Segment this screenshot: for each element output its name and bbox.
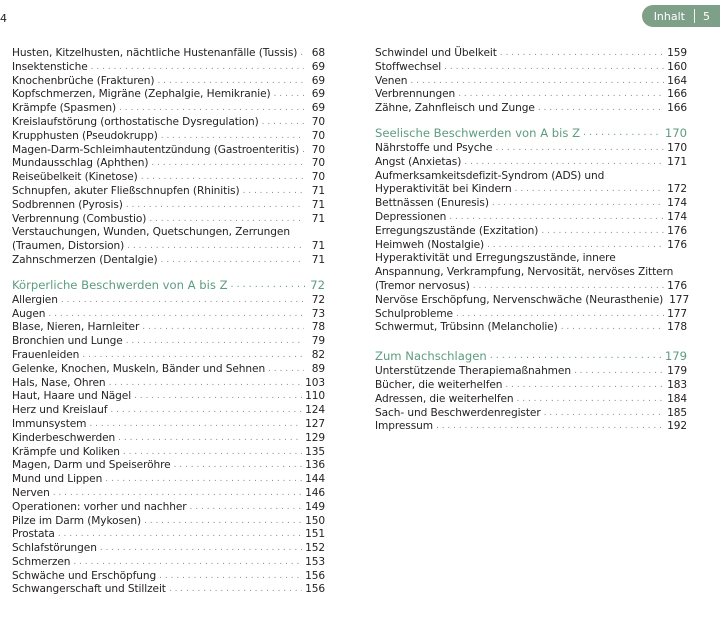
- section-page-number: 72: [310, 277, 325, 292]
- toc-entry-text: Zahnschmerzen (Dentalgie): [12, 253, 158, 266]
- dot-leader: [58, 528, 302, 542]
- section-heading-seelische-beschwerden[interactable]: [375, 126, 687, 140]
- dot-leader: [410, 75, 664, 89]
- toc-entry[interactable]: [12, 102, 325, 116]
- toc-entry-text: Schmerzen: [12, 555, 71, 568]
- dot-leader: [126, 199, 304, 213]
- toc-entry[interactable]: [12, 583, 325, 597]
- dot-leader: [268, 363, 304, 377]
- toc-page-number: 70: [311, 129, 325, 142]
- toc-entry-line: Aufmerksamkeitsdefizit-Syndrom (ADS) und: [375, 169, 605, 182]
- toc-page-number: 152: [305, 542, 325, 555]
- toc-entry-text: Krupphusten (Pseudokrupp): [12, 129, 158, 142]
- dot-leader: [574, 365, 664, 379]
- dot-leader: [142, 321, 304, 335]
- toc-page-number: 156: [305, 583, 325, 596]
- toc-page-number: 124: [305, 404, 325, 417]
- toc-page-number: 78: [311, 321, 325, 334]
- dot-leader: [89, 418, 302, 432]
- toc-entry-text: Husten, Kitzelhusten, nächtliche Hustenanfälle (Tussis): [12, 47, 298, 59]
- toc-page-number: 144: [305, 473, 325, 486]
- toc-page-number: 68: [311, 47, 325, 59]
- toc-entry[interactable]: [12, 185, 325, 199]
- toc-page-number: 136: [305, 459, 325, 472]
- dot-leader: [82, 349, 304, 363]
- toc-entry-text: Adressen, die weiterhelfen: [375, 392, 514, 405]
- dot-leader: [444, 61, 664, 75]
- dot-leader: [127, 240, 304, 254]
- dot-leader: [105, 473, 302, 487]
- toc-entry-text: Krämpfe (Spasmen): [12, 102, 117, 115]
- dot-leader: [73, 556, 302, 570]
- toc-entry[interactable]: [375, 293, 690, 308]
- dot-leader: [118, 432, 302, 446]
- toc-entry[interactable]: [12, 390, 325, 404]
- dot-leader: [300, 47, 304, 61]
- toc-entry-text: Angst (Anxietas): [375, 155, 462, 168]
- toc-page-number: 79: [311, 335, 325, 348]
- toc-entry-text: Augen: [12, 307, 46, 320]
- toc-entry[interactable]: [12, 487, 325, 501]
- section-heading-zum-nachschlagen[interactable]: [375, 349, 687, 363]
- toc-page-number: 70: [311, 115, 325, 128]
- toc-page-number: 183: [667, 378, 687, 391]
- toc-entry-verstauchungen[interactable]: [12, 226, 325, 254]
- dot-leader: [515, 183, 664, 197]
- toc-page-number: 69: [311, 88, 325, 101]
- toc-entry[interactable]: [375, 61, 687, 75]
- toc-entry[interactable]: [375, 420, 687, 434]
- toc-page-number: 160: [667, 60, 687, 73]
- dot-leader: [141, 171, 304, 185]
- toc-entry-text: Schwäche und Erschöpfung: [12, 569, 157, 582]
- toc-entry-text: Schwermut, Trübsinn (Melancholie): [375, 321, 558, 334]
- toc-entry-text: Haut, Haare und Nägel: [12, 390, 132, 403]
- toc-entry-text: Schwindel und Übelkeit: [375, 47, 497, 59]
- toc-entry-line: Verstauchungen, Wunden, Quetschungen, Zerrungen: [12, 226, 290, 239]
- toc-entry-text: Nährstoffe und Psyche: [375, 141, 493, 154]
- toc-page-number: 73: [311, 307, 325, 320]
- toc-entry-text: Reiseübelkeit (Kinetose): [12, 171, 138, 184]
- dot-leader: [492, 197, 664, 211]
- toc-page-number: 151: [305, 528, 325, 541]
- toc-entry-text: Blase, Nieren, Harnleiter: [12, 321, 140, 334]
- toc-entry-text: Operationen: vorher und nachher: [12, 500, 187, 513]
- toc-entry[interactable]: [375, 102, 687, 116]
- dot-leader: [464, 156, 664, 170]
- toc-entry-text: Impressum: [375, 420, 433, 433]
- toc-entry-text: Herz und Kreislauf: [12, 404, 108, 417]
- toc-entry-text: Verbrennungen: [375, 88, 456, 101]
- toc-entry[interactable]: [375, 142, 687, 156]
- dot-leader: [48, 308, 304, 322]
- toc-page-number: 71: [311, 198, 325, 211]
- toc-entry-zahnschmerzen[interactable]: [12, 254, 325, 268]
- toc-entry-text: Sach- und Beschwerdenregister: [375, 406, 541, 419]
- dot-leader: [449, 211, 664, 225]
- toc-entry[interactable]: [12, 75, 325, 89]
- toc-page-number: 69: [311, 60, 325, 73]
- toc-page-number: 72: [311, 293, 325, 306]
- toc-entry-text: Knochenbrüche (Frakturen): [12, 74, 155, 87]
- toc-page-number: 179: [667, 365, 687, 378]
- toc-entry[interactable]: [12, 570, 325, 584]
- toc-entry[interactable]: [12, 47, 325, 61]
- toc-entry-ads[interactable]: [375, 170, 687, 198]
- dot-leader: [109, 377, 303, 391]
- dot-leader: [119, 102, 304, 116]
- toc-page-number: 71: [311, 253, 325, 266]
- toc-entry-text: Kopfschmerzen, Migräne (Zephalgie, Hemikranie): [12, 88, 271, 101]
- dot-leader: [159, 570, 302, 584]
- toc-page-number: 150: [305, 514, 325, 527]
- toc-entry-text: Schlafstörungen: [12, 542, 97, 555]
- toc-page-number: 135: [305, 445, 325, 458]
- toc-page-number: 177: [669, 293, 690, 306]
- dot-leader: [517, 393, 665, 407]
- toc-page-number: 110: [305, 390, 325, 403]
- toc-entry-text: Magen-Darm-Schleimhautentzündung (Gastroenteritis): [12, 143, 300, 156]
- dot-leader: [53, 487, 302, 501]
- section-page-number: 170: [664, 125, 687, 140]
- toc-entry-text: Unterstützende Therapiemaßnahmen: [375, 365, 571, 378]
- dot-leader: [473, 280, 664, 294]
- dot-leader: [110, 404, 302, 418]
- toc-entry-line: Hyperaktivität und Erregungszustände, innere: [375, 252, 616, 265]
- section-title: Seelische Beschwerden von A bis Z: [375, 125, 581, 140]
- toc-entry[interactable]: [12, 116, 325, 130]
- toc-page-number: 185: [667, 406, 687, 419]
- dot-leader: [169, 583, 302, 597]
- dot-leader: [456, 308, 664, 322]
- toc-entry[interactable]: [375, 321, 687, 335]
- toc-entry[interactable]: [375, 365, 687, 379]
- toc-page-number: 70: [311, 143, 325, 156]
- toc-page-number: 69: [311, 74, 325, 87]
- dot-leader: [302, 144, 304, 158]
- toc-entry[interactable]: [375, 47, 687, 61]
- toc-page-number: 192: [667, 420, 687, 433]
- toc-page-number: 127: [305, 417, 325, 430]
- toc-left-column: [12, 47, 325, 597]
- toc-page-number: 170: [667, 141, 687, 154]
- toc-entry[interactable]: [375, 75, 687, 89]
- dot-leader: [458, 88, 664, 102]
- toc-entry-text: Bücher, die weiterhelfen: [375, 378, 503, 391]
- toc-entry-text: Stoffwechsel: [375, 60, 442, 73]
- toc-entry-text: Heimweh (Nostalgie): [375, 238, 485, 251]
- toc-entry[interactable]: [375, 407, 687, 421]
- section-title: Körperliche Beschwerden von A bis Z: [12, 277, 228, 292]
- toc-page-number: 172: [667, 183, 687, 196]
- toc-entry-text: Nerven: [12, 486, 50, 499]
- toc-entry-text: Mundausschlag (Aphthen): [12, 157, 149, 170]
- toc-page-number: 70: [311, 157, 325, 170]
- dot-leader: [561, 321, 664, 335]
- dot-leader: [544, 407, 665, 421]
- dot-leader: [126, 335, 304, 349]
- toc-entry-text: Bettnässen (Enuresis): [375, 197, 489, 210]
- toc-entry[interactable]: [12, 213, 325, 227]
- toc-page-number: 174: [667, 197, 687, 210]
- dot-leader: [436, 420, 664, 434]
- toc-entry[interactable]: [12, 130, 325, 144]
- toc-entry-text: Verbrennung (Combustio): [12, 212, 147, 225]
- toc-entry[interactable]: [12, 556, 325, 570]
- dot-leader: [157, 75, 304, 89]
- dot-leader: [495, 142, 664, 156]
- toc-entry[interactable]: [12, 61, 325, 75]
- dot-leader: [500, 47, 664, 61]
- toc-page-number: 184: [667, 392, 687, 405]
- toc-entry-text: Schulprobleme: [375, 307, 453, 320]
- toc-page-number: 171: [667, 155, 687, 168]
- toc-page-number: 174: [667, 210, 687, 223]
- toc-page-number: 129: [305, 431, 325, 444]
- section-heading-koerperliche-beschwerden[interactable]: [12, 278, 325, 292]
- dot-leader: [243, 185, 305, 199]
- toc-entry[interactable]: [12, 335, 325, 349]
- dot-leader: [100, 542, 302, 556]
- toc-entry[interactable]: [12, 157, 325, 171]
- toc-page-number: 82: [311, 348, 325, 361]
- dot-leader: [123, 446, 302, 460]
- toc-entry-text: Schwangerschaft und Stillzeit: [12, 583, 166, 596]
- toc-entry-text: Venen: [375, 74, 408, 87]
- toc-entry-text: Kinderbeschwerden: [12, 431, 116, 444]
- toc-entry[interactable]: [375, 239, 687, 253]
- toc-entry[interactable]: [12, 349, 325, 363]
- toc-entry-text: Sodbrennen (Pyrosis): [12, 198, 123, 211]
- dot-leader: [149, 213, 304, 227]
- dot-leader: [190, 501, 303, 515]
- toc-page-number: 166: [667, 102, 687, 115]
- toc-page-number: 153: [305, 555, 325, 568]
- toc-entry-text: Magen, Darm und Speiseröhre: [12, 459, 171, 472]
- toc-entry[interactable]: [12, 308, 325, 322]
- dot-leader: [161, 130, 304, 144]
- toc-entry[interactable]: [375, 156, 687, 170]
- toc-page-number: 71: [311, 240, 325, 253]
- dot-leader: [151, 157, 304, 171]
- toc-entry[interactable]: [12, 473, 325, 487]
- toc-entry-line: (Traumen, Distorsion): [12, 240, 125, 253]
- dot-leader: [274, 88, 304, 102]
- toc-page-number: 103: [305, 376, 325, 389]
- dot-leader: [262, 116, 304, 130]
- toc-entry-text: Insektenstiche: [12, 60, 88, 73]
- toc-page-number: 176: [667, 279, 687, 292]
- toc-entry-line: Anspannung, Verkrampfung, Nervosität, nervöses Zittern: [375, 266, 674, 279]
- toc-page-number: 176: [667, 224, 687, 237]
- dot-leader: [541, 225, 664, 239]
- toc-entry[interactable]: [12, 171, 325, 185]
- toc-entry-text: Pilze im Darm (Mykosen): [12, 514, 141, 527]
- toc-page-number: 156: [305, 569, 325, 582]
- section-page-number: 179: [664, 349, 687, 364]
- toc-page-number: 149: [305, 500, 325, 513]
- toc-entry-text: Mund und Lippen: [12, 473, 103, 486]
- toc-entry[interactable]: [12, 432, 325, 446]
- toc-entry[interactable]: [375, 393, 687, 407]
- toc-page-number: 89: [311, 362, 325, 375]
- toc-page-number: 70: [311, 171, 325, 184]
- toc-entry-text: Gelenke, Knochen, Muskeln, Bänder und Sehnen: [12, 362, 266, 375]
- toc-entry-hyperaktivitaet[interactable]: [375, 252, 687, 293]
- toc-entry[interactable]: [12, 294, 325, 308]
- toc-page-number: 71: [311, 212, 325, 225]
- toc-right-column: [375, 47, 690, 434]
- toc-entry[interactable]: [12, 459, 325, 473]
- toc-entry[interactable]: [12, 321, 325, 335]
- toc-page-number: 164: [667, 74, 687, 87]
- dot-leader: [505, 379, 664, 393]
- toc-entry[interactable]: [375, 197, 687, 211]
- dot-leader: [538, 102, 664, 116]
- toc-entry[interactable]: [12, 528, 325, 542]
- toc-entry-text: Hals, Nase, Ohren: [12, 376, 106, 389]
- toc-entry-text: Nervöse Erschöpfung, Nervenschwäche (Neurasthenie): [375, 293, 664, 306]
- dot-leader: [231, 278, 308, 292]
- right-page-number: 5: [703, 9, 710, 23]
- toc-entry-text: Krämpfe und Koliken: [12, 445, 120, 458]
- toc-entry[interactable]: [375, 211, 687, 225]
- toc-entry-text: Zähne, Zahnfleisch und Zunge: [375, 102, 535, 115]
- dot-leader: [161, 254, 304, 268]
- dot-leader: [583, 126, 662, 140]
- dot-leader: [134, 390, 302, 404]
- toc-page-number: 166: [667, 88, 687, 101]
- toc-page-number: 69: [311, 102, 325, 115]
- toc-entry[interactable]: [12, 363, 325, 377]
- toc-entry[interactable]: [12, 404, 325, 418]
- toc-page-number: 177: [667, 307, 687, 320]
- toc-entry-line: Hyperaktivität bei Kindern: [375, 183, 512, 196]
- toc-entry[interactable]: [12, 144, 325, 158]
- toc-entry-text: Kreislaufstörung (orthostatische Dysregulation): [12, 115, 259, 128]
- toc-entry-text: Depressionen: [375, 210, 447, 223]
- toc-entry[interactable]: [375, 88, 687, 102]
- dot-leader: [61, 294, 304, 308]
- left-page-number: 4: [0, 12, 7, 25]
- toc-page-number: 178: [667, 321, 687, 334]
- toc-entry[interactable]: [375, 308, 687, 322]
- dot-leader: [91, 61, 304, 75]
- toc-page-number: 71: [311, 184, 325, 197]
- toc-entry[interactable]: [375, 225, 687, 239]
- toc-entry[interactable]: [12, 88, 325, 102]
- toc-entry-text: Bronchien und Lunge: [12, 335, 123, 348]
- toc-page-number: 146: [305, 486, 325, 499]
- toc-entry[interactable]: [12, 377, 325, 391]
- toc-entry-text: Erregungszustände (Exzitation): [375, 224, 539, 237]
- dot-leader: [174, 459, 303, 473]
- toc-entry[interactable]: [12, 446, 325, 460]
- toc-entry-text: Frauenleiden: [12, 348, 80, 361]
- toc-entry[interactable]: [12, 418, 325, 432]
- toc-entry-text: Allergien: [12, 293, 58, 306]
- toc-entry[interactable]: [12, 199, 325, 213]
- toc-entry[interactable]: [12, 515, 325, 529]
- toc-entry-text: Schnupfen, akuter Fließschnupfen (Rhinitis): [12, 184, 240, 197]
- section-title: Zum Nachschlagen: [375, 349, 487, 364]
- toc-entry[interactable]: [12, 542, 325, 556]
- dot-leader: [490, 349, 662, 363]
- header-divider: [694, 9, 695, 23]
- section-header-tab: [642, 5, 720, 27]
- dot-leader: [487, 239, 664, 253]
- toc-entry-text: Immunsystem: [12, 417, 87, 430]
- toc-entry[interactable]: [12, 501, 325, 515]
- toc-page-number: 159: [667, 47, 687, 59]
- toc-entry[interactable]: [375, 379, 687, 393]
- section-label: Inhalt: [653, 9, 685, 23]
- toc-entry-text: Prostata: [12, 528, 55, 541]
- dot-leader: [144, 515, 302, 529]
- toc-entry-line: (Tremor nervosus): [375, 279, 470, 292]
- toc-page-number: 176: [667, 238, 687, 251]
